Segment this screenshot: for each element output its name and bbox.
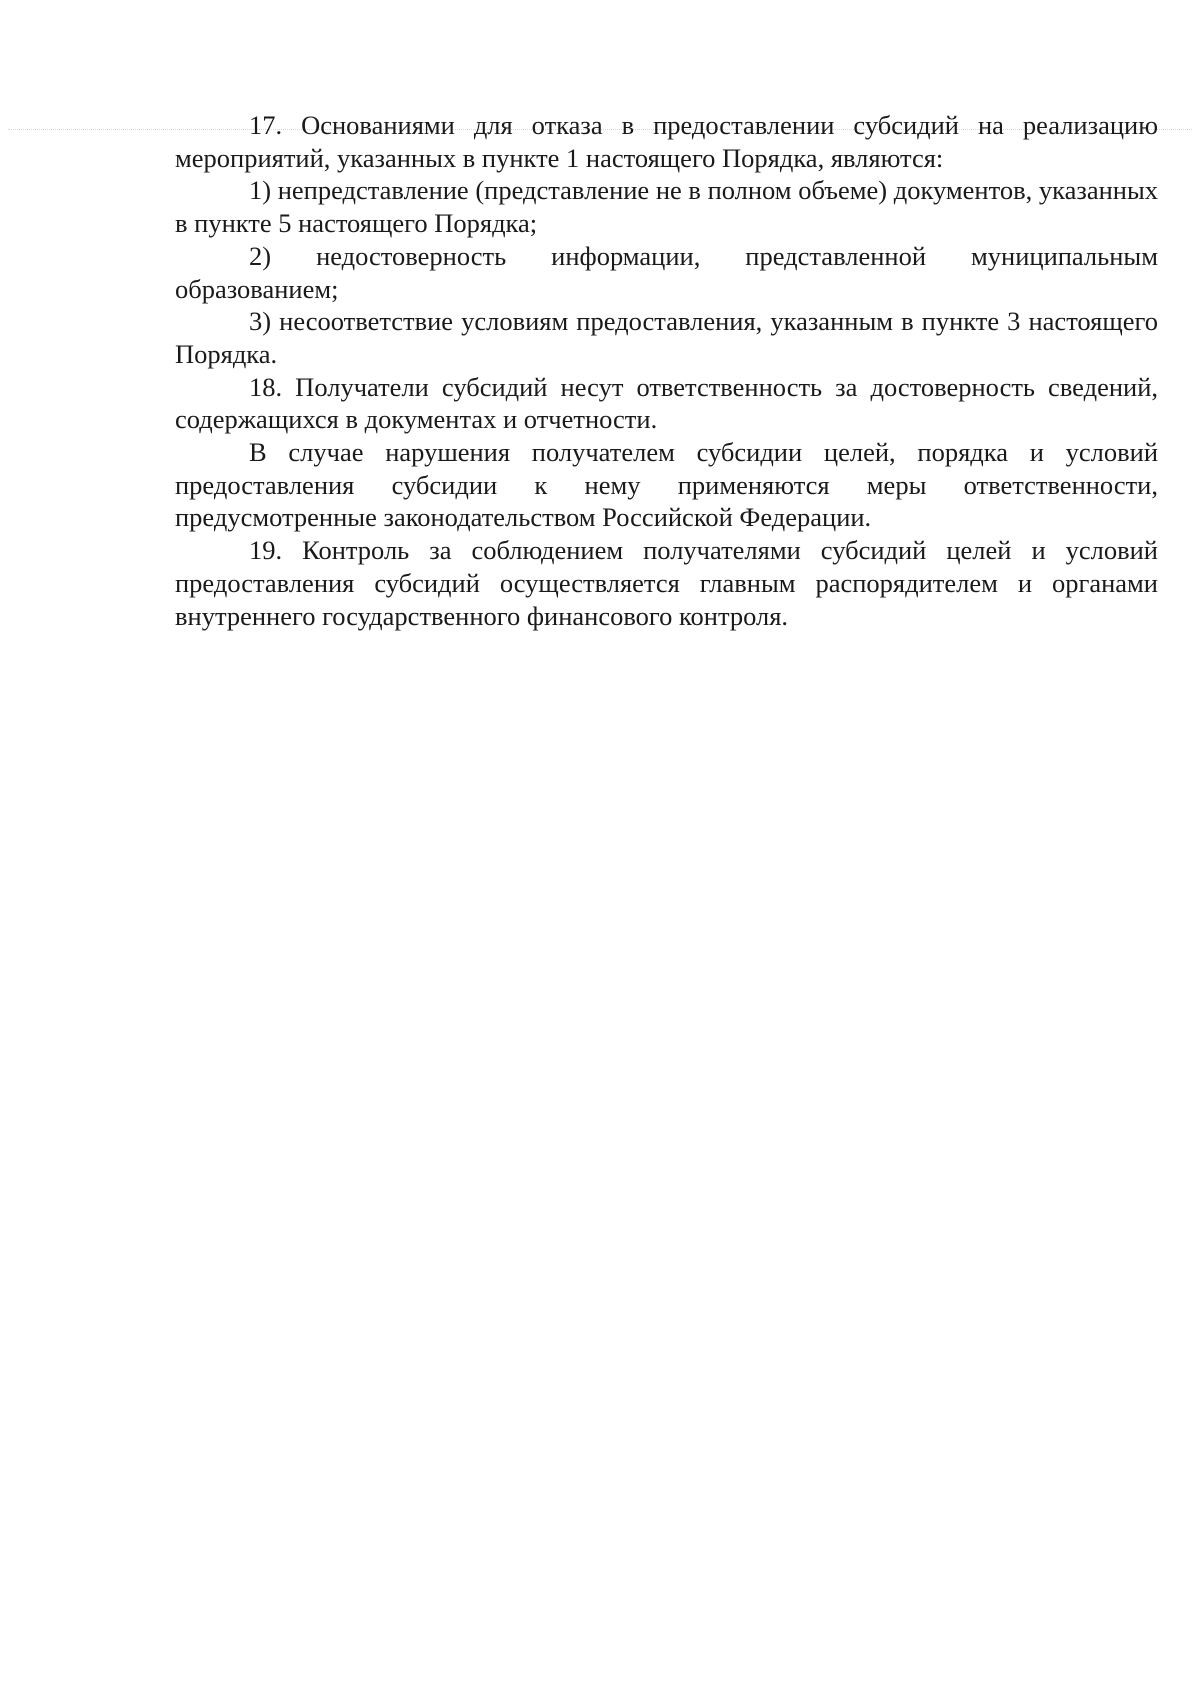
- paragraph-17-grounds-for-refusal: 17. Основаниями для отказа в предоставлении субсидий на реализацию мероприятий, указанных в пункте 1 настоящего Порядка, являются:: [175, 110, 1158, 173]
- document-body: [175, 109, 1158, 632]
- paragraph-18-responsibility: 18. Получатели субсидий несут ответственность за достоверность сведений, содержащихся в документах и отчетности.: [175, 371, 1158, 435]
- paragraph-item-3: 3) несоответствие условиям предоставления, указанным в пункте 3 настоящего Порядка.: [175, 306, 1158, 369]
- paragraph-item-1: 1) непредставление (представление не в полном объеме) документов, указанных в пункте 5 настоящего Порядка;: [175, 175, 1158, 239]
- paragraph-19-control: 19. Контроль за соблюдением получателями субсидий целей и условий предоставления субсидий осуществляется главным распорядителем и органами внутреннего государственного финансового контроля.: [175, 535, 1158, 631]
- paragraph-item-2: 2) недостоверность информации, представленной муниципальным образованием;: [175, 240, 1158, 304]
- paragraph-violation-measures: В случае нарушения получателем субсидии целей, порядка и условий предоставления субсидии к нему применяются меры ответственности, предусмотренные законодательством Российской Федерации.: [175, 437, 1158, 533]
